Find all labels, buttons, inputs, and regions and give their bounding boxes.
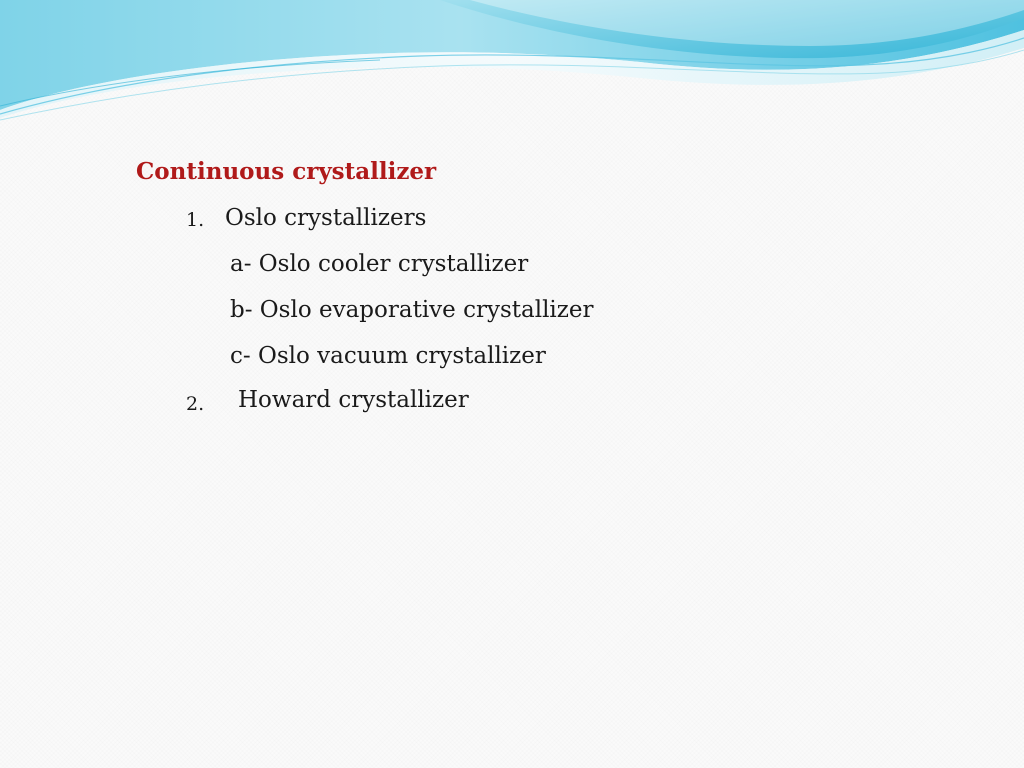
list-subitem-b: b- Oslo evaporative crystallizer	[230, 297, 594, 323]
list-item-1-text: Oslo crystallizers	[225, 205, 427, 231]
list-item-2-text: Howard crystallizer	[238, 387, 469, 413]
list-subitem-a: a- Oslo cooler crystallizer	[230, 251, 529, 277]
slide-heading: Continuous crystallizer	[136, 158, 437, 185]
list-item-1-number: 1.	[186, 209, 205, 231]
list-subitem-c: c- Oslo vacuum crystallizer	[230, 343, 546, 369]
list-item-2-number: 2.	[186, 393, 205, 415]
